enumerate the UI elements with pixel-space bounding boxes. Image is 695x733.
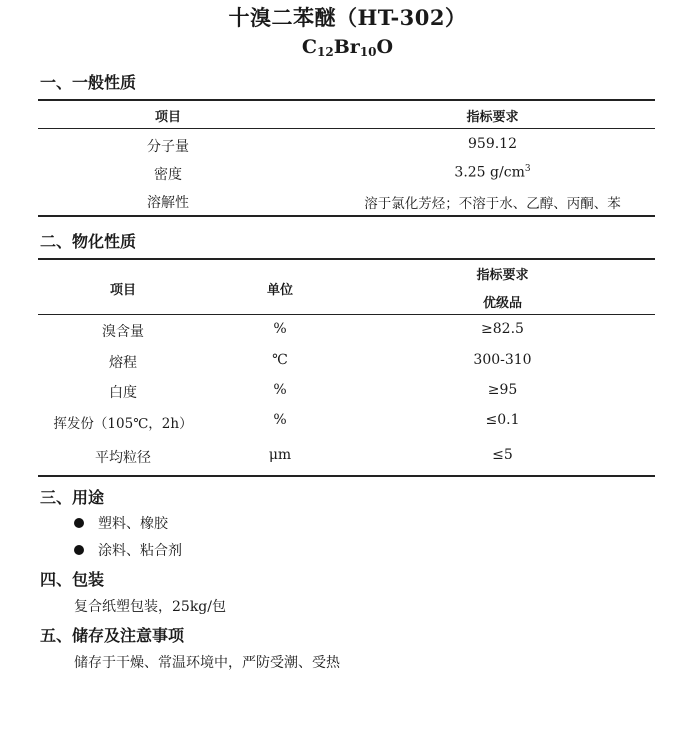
table2-row5-value: ≤5 bbox=[492, 447, 513, 463]
storage-text: 储存于干燥、常温环境中，严防受潮、受热 bbox=[74, 655, 340, 671]
table2-row4-value: ≤0.1 bbox=[485, 412, 520, 428]
table2-row2-item: 熔程 bbox=[109, 355, 137, 371]
table1-row1-item: 分子量 bbox=[147, 139, 189, 155]
table2-row4-unit: % bbox=[273, 412, 287, 428]
table2-row2-unit: ℃ bbox=[272, 352, 288, 368]
density-unit-superscript: 3 bbox=[524, 164, 531, 174]
section-general-properties-heading: 一、一般性质 bbox=[40, 73, 137, 92]
density-value: 3.25 g/cm bbox=[454, 164, 525, 181]
table2-top-rule bbox=[38, 258, 655, 260]
section-physchem-properties-heading: 二、物化性质 bbox=[40, 232, 137, 251]
table1-header-item: 项目 bbox=[154, 110, 181, 125]
table2-header-rule bbox=[38, 314, 655, 315]
table2-row1-unit: % bbox=[273, 321, 287, 337]
table1-top-rule bbox=[38, 99, 655, 101]
formula-br-subscript: 10 bbox=[359, 45, 377, 59]
table2-row1-item: 溴含量 bbox=[102, 324, 144, 340]
table1-row3-value: 溶于氯化芳烃；不溶于水、乙醇、丙酮、苯 bbox=[364, 196, 621, 212]
formula-br: Br bbox=[333, 36, 360, 58]
section-packaging-heading: 四、包装 bbox=[40, 570, 105, 589]
uses-item-text: 塑料、橡胶 bbox=[98, 516, 168, 532]
table2-row4-item: 挥发份（105℃，2h） bbox=[53, 416, 193, 432]
table2-header-item: 项目 bbox=[109, 283, 136, 298]
formula-c-subscript: 12 bbox=[317, 45, 334, 59]
bullet-icon bbox=[74, 518, 84, 528]
table2-row3-value: ≥95 bbox=[487, 382, 518, 398]
table1-row1-value: 959.12 bbox=[468, 136, 517, 152]
formula-o: O bbox=[376, 36, 394, 58]
table2-row1-value: ≥82.5 bbox=[481, 321, 524, 337]
table1-row2-item: 密度 bbox=[154, 167, 182, 183]
table2-row5-item: 平均粒径 bbox=[95, 450, 151, 466]
table2-row3-unit: % bbox=[273, 382, 287, 398]
table2-row2-value: 300-310 bbox=[473, 352, 532, 368]
table2-header-unit: 单位 bbox=[266, 283, 293, 298]
table2-row3-item: 白度 bbox=[109, 385, 137, 401]
document-title: 十溴二苯醚（HT-302） bbox=[228, 5, 467, 30]
bullet-icon bbox=[74, 545, 84, 555]
table1-bottom-rule bbox=[38, 215, 655, 217]
table1-header-requirement: 指标要求 bbox=[466, 110, 519, 125]
table2-header-grade: 优级品 bbox=[482, 296, 522, 311]
table1-header-rule bbox=[38, 128, 655, 129]
uses-item-text: 涂料、粘合剂 bbox=[98, 543, 182, 559]
uses-list-item bbox=[74, 540, 182, 560]
chemical-formula bbox=[0, 36, 695, 59]
table2-header-requirement: 指标要求 bbox=[476, 268, 529, 283]
section-uses-heading: 三、用途 bbox=[40, 488, 105, 507]
formula-c: C bbox=[301, 36, 318, 58]
table1-row2-value bbox=[330, 164, 655, 181]
packaging-text: 复合纸塑包装，25kg/包 bbox=[74, 599, 226, 615]
table2-bottom-rule bbox=[38, 475, 655, 477]
section-storage-heading: 五、储存及注意事项 bbox=[40, 626, 185, 645]
uses-list-item bbox=[74, 513, 168, 533]
table1-row3-item: 溶解性 bbox=[147, 195, 189, 211]
table2-row5-unit: μm bbox=[268, 447, 292, 463]
